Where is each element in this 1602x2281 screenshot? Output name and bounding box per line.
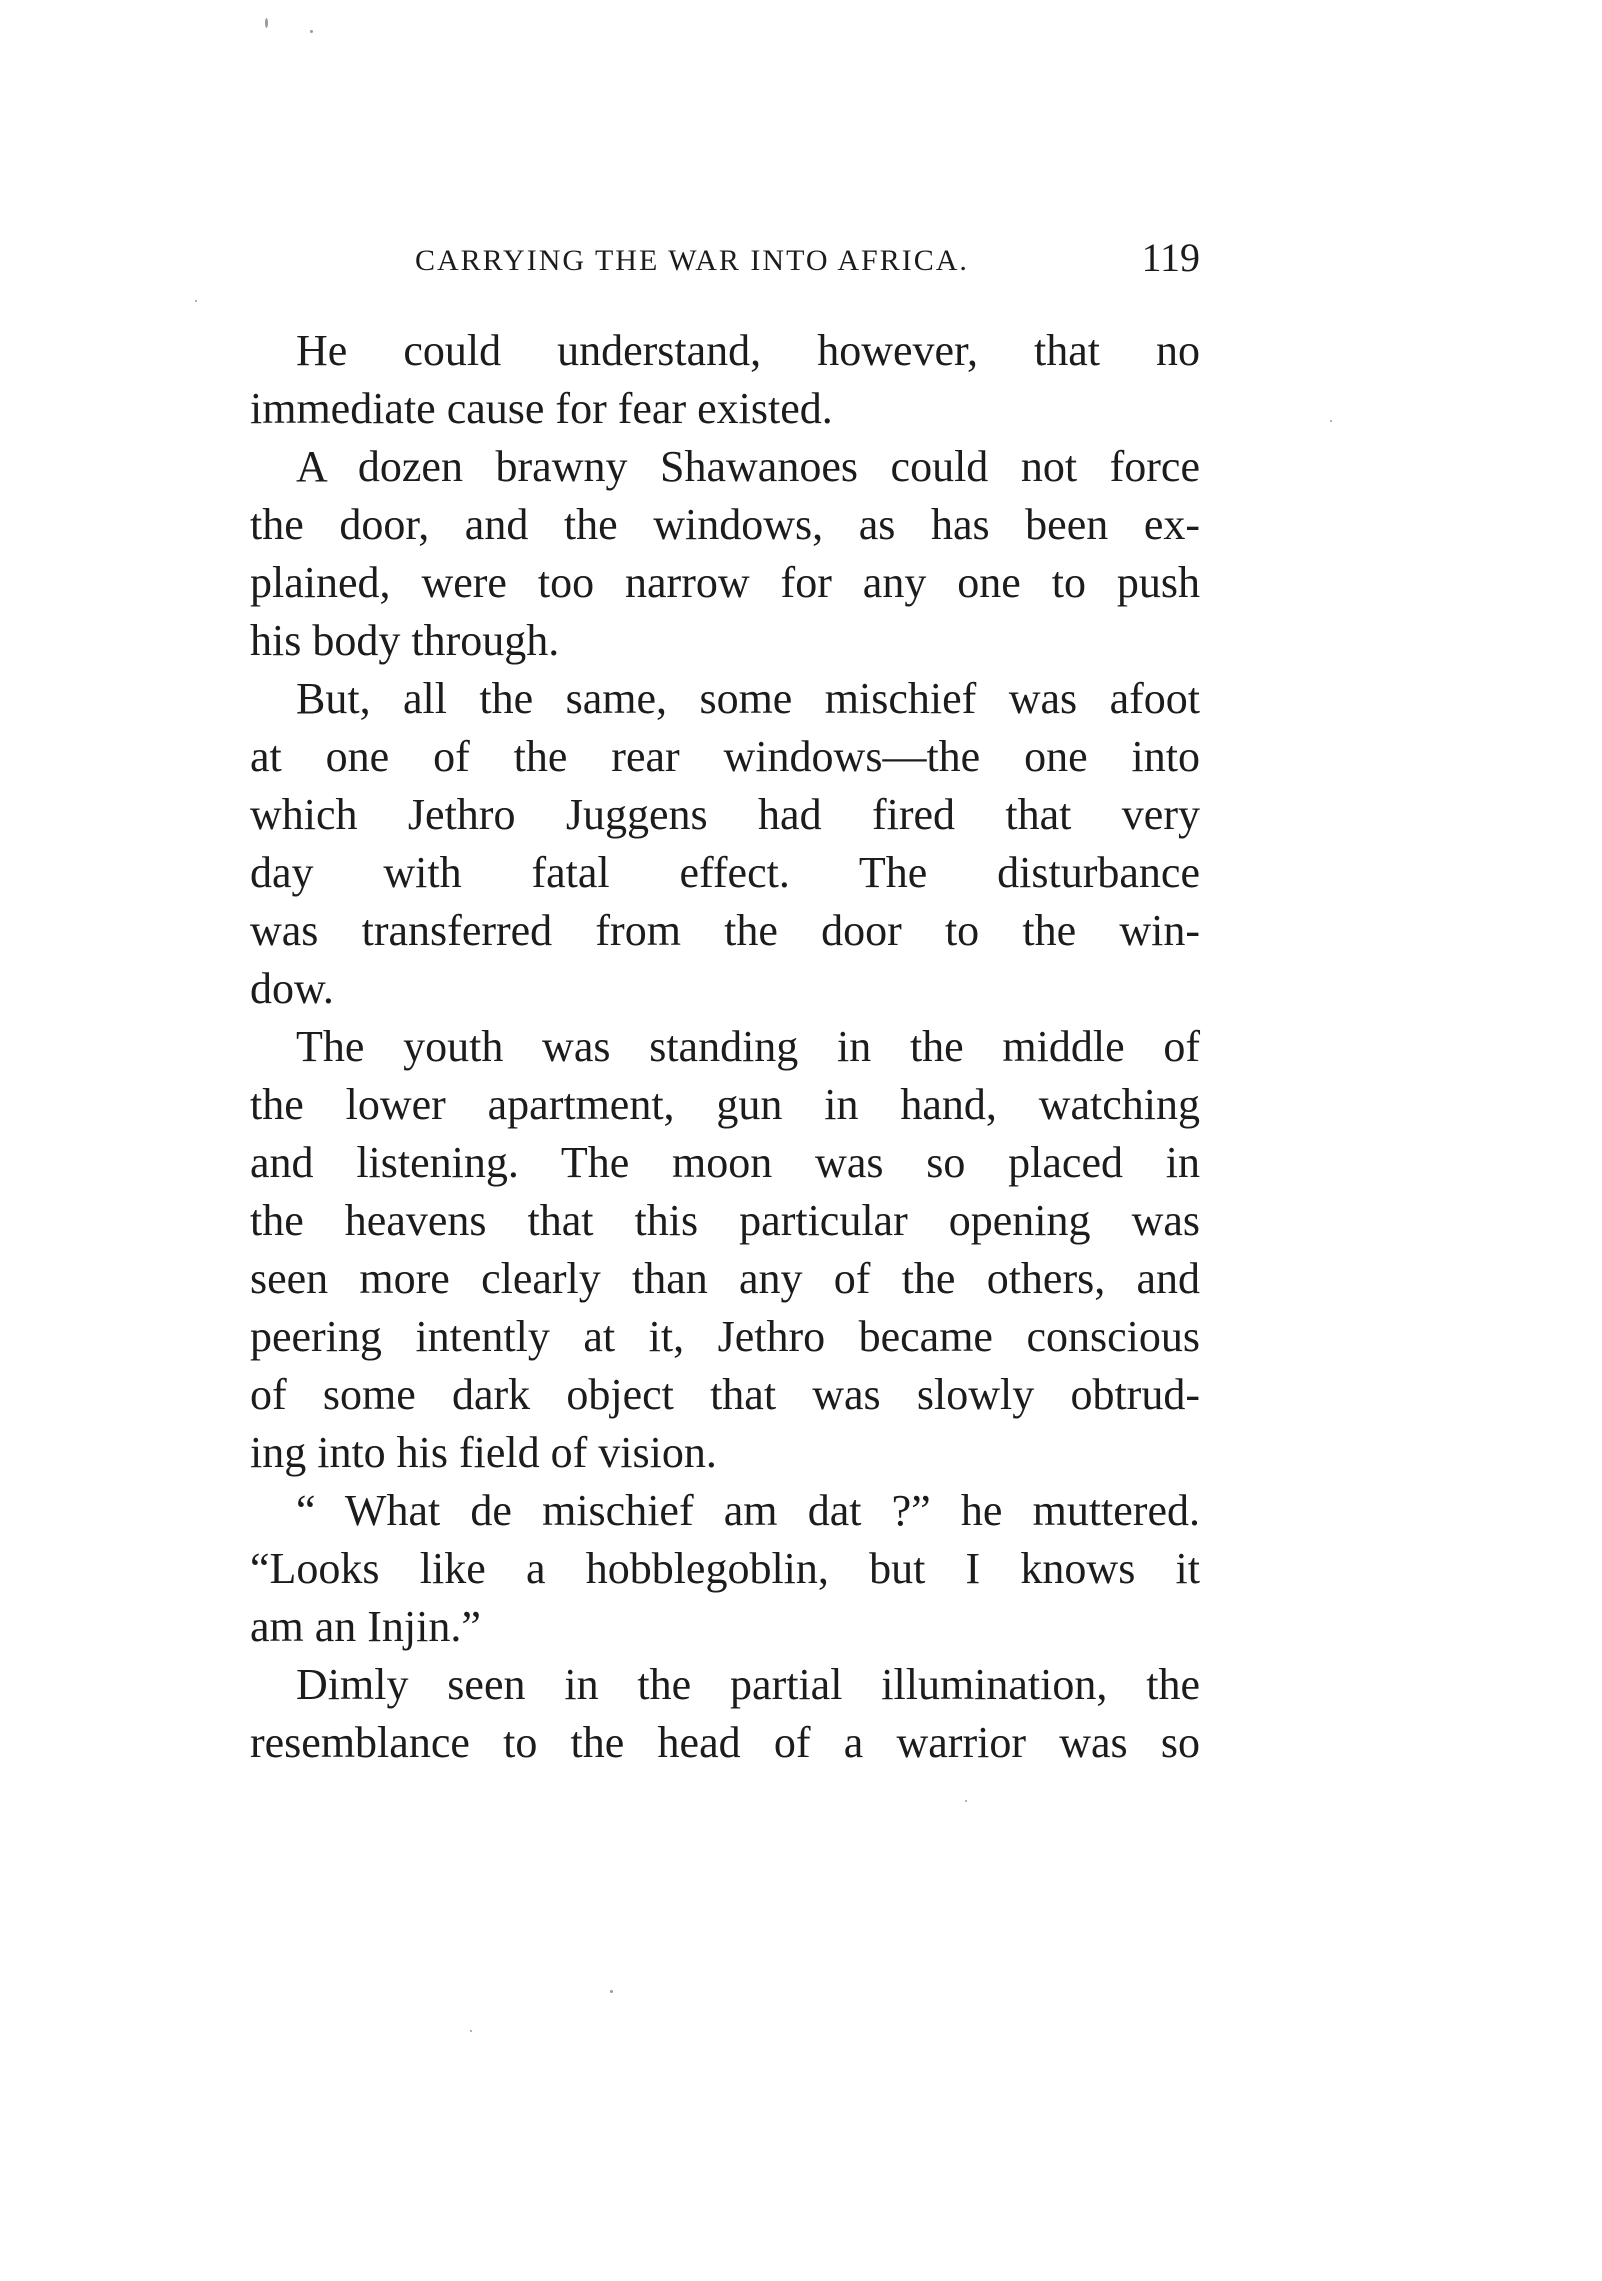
text-line: A dozen brawny Shawanoes could not force (296, 442, 1200, 491)
text-line: at one of the rear windows—the one into (250, 732, 1200, 781)
page-header (250, 232, 1200, 292)
text-line: resemblance to the head of a warrior was so (250, 1718, 1200, 1767)
scan-speck (965, 1800, 967, 1802)
text-line: peering intently at it, Jethro became conscious (250, 1312, 1200, 1361)
text-line: which Jethro Juggens had fired that very (250, 790, 1200, 839)
text-line: the lower apartment, gun in hand, watching (250, 1080, 1200, 1129)
text-line: and listening. The moon was so placed in (250, 1138, 1200, 1187)
text-line: immediate cause for fear existed. (250, 384, 833, 433)
text-line: “Looks like a hobblegoblin, but I knows it (250, 1544, 1200, 1593)
page-number: 119 (1141, 235, 1200, 280)
text-line: plained, were too narrow for any one to push (250, 558, 1200, 607)
scan-speck (195, 300, 197, 302)
text-line: The youth was standing in the middle of (296, 1022, 1200, 1071)
body-text (250, 322, 1200, 1772)
scan-speck (470, 2030, 472, 2032)
text-line: am an Injin.” (250, 1602, 481, 1651)
text-line: of some dark object that was slowly obtrud- (250, 1370, 1200, 1419)
text-line: his body through. (250, 616, 560, 665)
scan-speck (610, 1990, 613, 1993)
running-head: CARRYING THE WAR INTO AFRICA. (415, 244, 969, 277)
text-line: “ What de mischief am dat ?” he muttered. (296, 1486, 1200, 1535)
text-line: the door, and the windows, as has been ex- (250, 500, 1200, 549)
text-line: seen more clearly than any of the others, and (250, 1254, 1200, 1303)
text-line: Dimly seen in the partial illumination, the (296, 1660, 1200, 1709)
text-line: dow. (250, 964, 334, 1013)
scan-speck (1330, 420, 1332, 422)
text-line: ing into his field of vision. (250, 1428, 717, 1477)
text-line: But, all the same, some mischief was afoot (296, 674, 1200, 723)
scan-speck (265, 18, 268, 28)
text-line: day with fatal effect. The disturbance (250, 848, 1200, 897)
text-line: the heavens that this particular opening was (250, 1196, 1200, 1245)
text-line: was transferred from the door to the win- (250, 906, 1200, 955)
text-line: He could understand, however, that no (296, 326, 1200, 375)
scan-speck (310, 30, 313, 33)
